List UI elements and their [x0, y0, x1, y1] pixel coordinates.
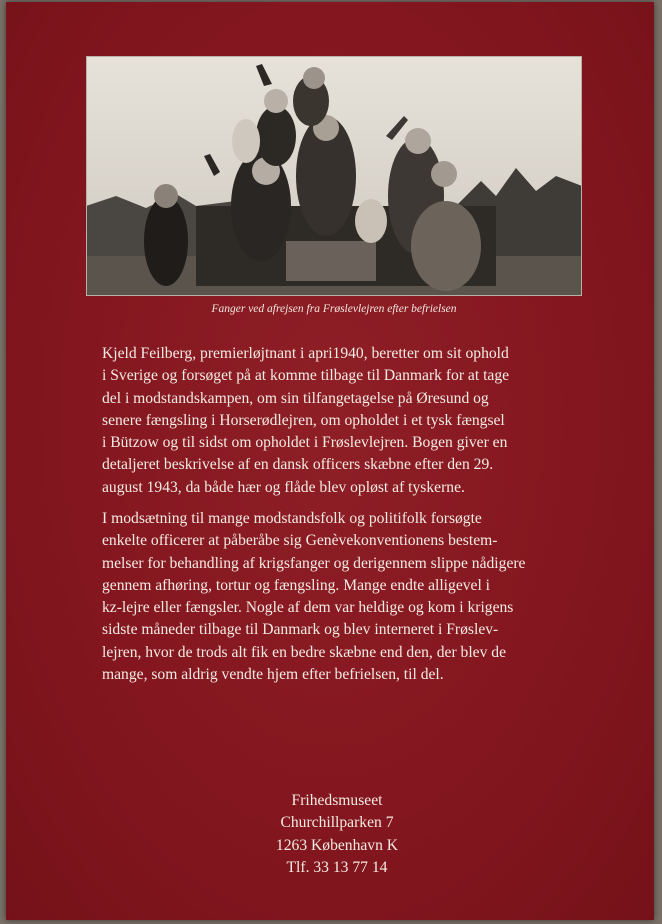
text-line: i Bützow og til sidst om opholdet i Frøslevlejren. Bogen giver en — [102, 434, 508, 452]
text-line: enkelte officerer at påberåbe sig Genèvekonventionens bestem- — [102, 532, 498, 550]
publisher-address — [206, 790, 468, 879]
description-paragraph-2 — [102, 508, 572, 686]
text-line: sidste måneder tilbage til Danmark og blev interneret i Frøslev- — [102, 621, 499, 639]
book-back-cover — [6, 2, 654, 920]
text-line: del i modstandskampen, om sin tilfangetagelse på Øresund og — [102, 389, 489, 407]
text-line: mange, som aldrig vendte hjem efter befrielsen, til del. — [102, 666, 444, 684]
historical-photo-image — [86, 56, 582, 296]
cover-photo — [86, 56, 582, 296]
text-line: I modsætning til mange modstandsfolk og politifolk forsøgte — [102, 510, 482, 527]
text-line: melser for behandling af krigsfanger og derigennem slippe nådigere — [102, 554, 526, 572]
photo-caption: Fanger ved afrejsen fra Frøslevlejren efter befrielsen — [211, 303, 457, 315]
publisher-city: 1263 København K — [275, 836, 399, 854]
text-line: senere fængsling i Horserødlejren, om opholdet i et tysk fængsel — [102, 411, 505, 429]
text-line: i Sverige og forsøget på at komme tilbage til Danmark for at tage — [102, 367, 510, 385]
text-line: Kjeld Feilberg, premierløjtnant i apri1940, beretter om sit ophold — [102, 345, 509, 362]
publisher-phone: Tlf. 33 13 77 14 — [286, 858, 388, 876]
text-line: august 1943, da både hær og flåde blev opløst af tyskerne. — [102, 478, 465, 496]
text-line: gennem afhøring, tortur og fængsling. Mange endte alligevel i — [102, 576, 491, 594]
description-paragraph-1 — [102, 343, 572, 499]
publisher-name: Frihedsmuseet — [291, 792, 383, 809]
text-line: lejren, hvor de trods alt fik en bedre skæbne end den, der blev de — [102, 643, 507, 661]
text-line: kz-lejre eller fængsler. Nogle af dem var heldige og kom i krigens — [102, 599, 514, 617]
publisher-street: Churchillparken 7 — [280, 814, 394, 832]
text-line: detaljeret beskrivelse af en dansk officers skæbne efter den 29. — [102, 456, 494, 474]
